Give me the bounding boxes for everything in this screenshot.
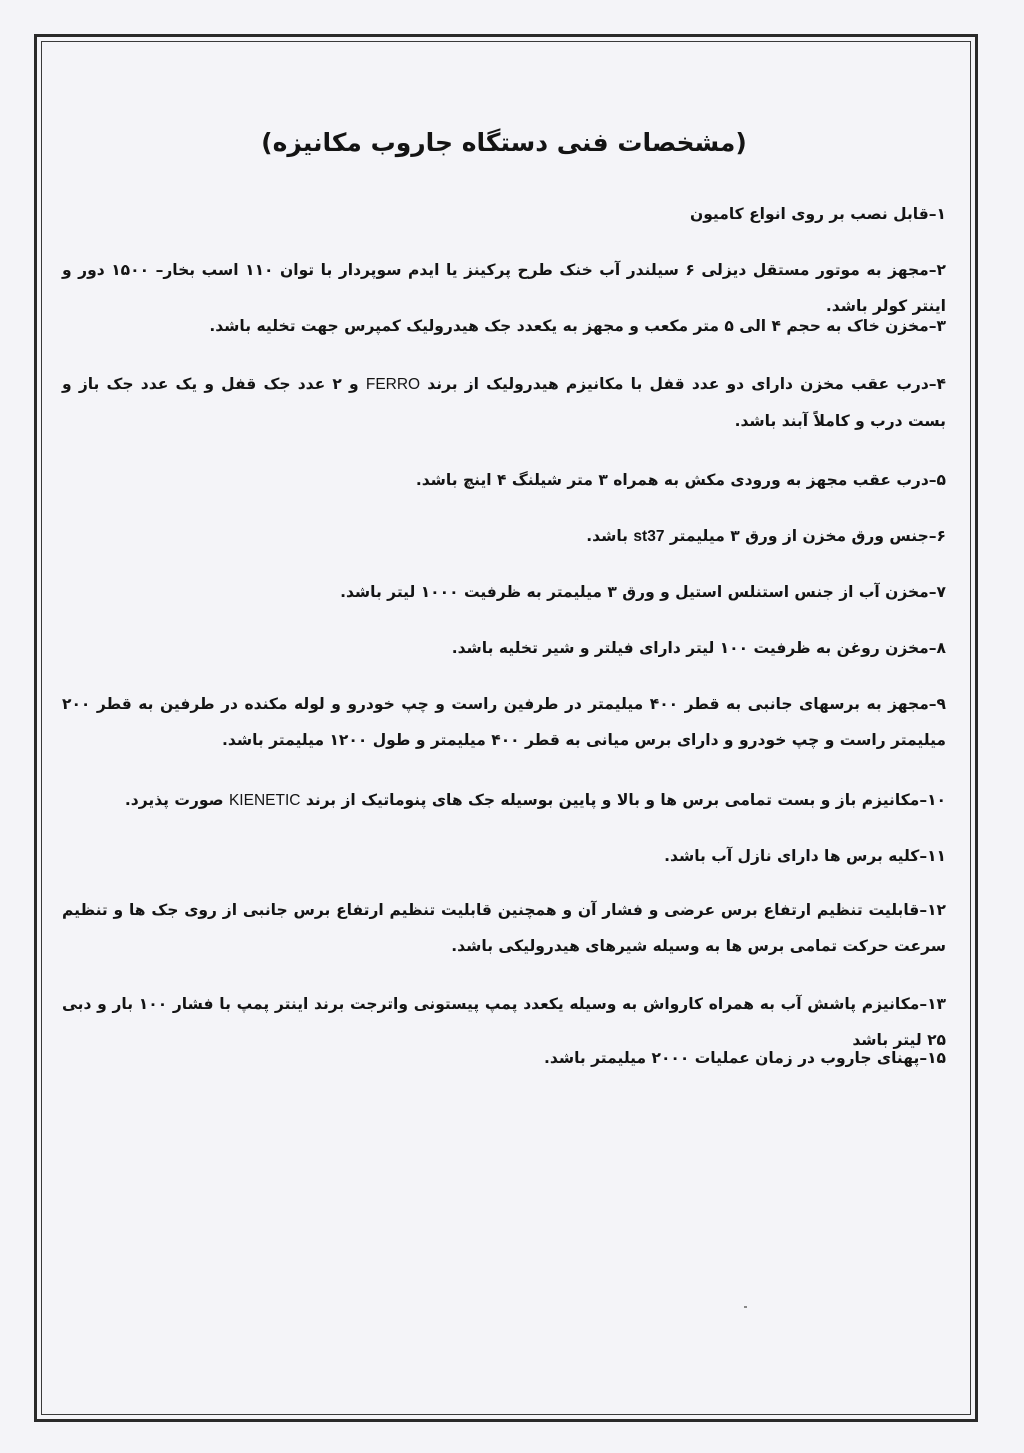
spec-item-8: ۸–مخزن روغن به ظرفیت ۱۰۰ لیتر دارای فیلتر و شیر تخلیه باشد. bbox=[451, 639, 946, 657]
brand-ferro: FERRO bbox=[365, 376, 421, 393]
spec-item-12: ۱۲–قابلیت تنظیم ارتفاع برس عرضی و فشار آن و همچنین قابلیت تنظیم ارتفاع برس جانبی از روی جک ها و تنظیم سرعت حرکت تمامی برس ها به وسیله شیرهای هیدرولیکی باشد. bbox=[62, 901, 946, 955]
spec-item-7: ۷–مخزن آب از جنس استنلس استیل و ورق ۳ میلیمتر به ظرفیت ۱۰۰۰ لیتر باشد. bbox=[340, 583, 946, 601]
material-grade: st37 bbox=[633, 528, 665, 545]
spec-item-13: ۱۳–مکانیزم پاشش آب به همراه کارواش به وسیله یکعدد پمپ پیستونی واترجت برند اینتر پمپ با فشار ۱۰۰ بار و دبی ۲۵ لیتر باشد bbox=[62, 995, 946, 1049]
spec-item-2: ۲–مجهز به موتور مستقل دیزلی ۶ سیلندر آب خنک طرح پرکینز یا ایدم سوپردار با توان ۱۱۰ اسب بخار– ۱۵۰۰ دور و اینتر کولر باشد. bbox=[62, 261, 946, 315]
spec-item-15: ۱۵–پهنای جاروب در زمان عملیات ۲۰۰۰ میلیمتر باشد. bbox=[544, 1049, 946, 1067]
spec-item-6-text-end: باشد. bbox=[586, 527, 629, 545]
spec-item-10-text-end: صورت پذیرد. bbox=[124, 791, 224, 809]
spec-item-6 bbox=[62, 518, 946, 555]
spec-item-10 bbox=[62, 782, 946, 819]
spec-item-11: ۱۱–کلیه برس ها دارای نازل آب باشد. bbox=[664, 847, 946, 865]
spec-item-10-text-start: ۱۰–مکانیزم باز و بست تمامی برس ها و بالا و پایین بوسیله جک های پنوماتیک از برند bbox=[305, 791, 946, 809]
spec-item-3: ۳–مخزن خاک به حجم ۴ الی ۵ متر مکعب و مجهز به یکعدد جک هیدرولیک کمپرس جهت تخلیه باشد. bbox=[209, 317, 946, 335]
spec-item-4-text-start: ۴–درب عقب مخزن دارای دو عدد قفل با مکانیزم هیدرولیک از برند bbox=[427, 375, 946, 393]
spec-item-9: ۹–مجهز به برسهای جانبی به قطر ۴۰۰ میلیمتر در طرفین راست و چپ خودرو و لوله مکنده در طرفین به قطر ۲۰۰ میلیمتر راست و چپ خودرو و دارای برس میانی به قطر ۴۰۰ میلیمتر و طول ۱۲۰۰ میلیمتر باشد. bbox=[62, 695, 947, 749]
spec-item-6-text-start: ۶–جنس ورق مخزن از ورق ۳ میلیمتر bbox=[669, 527, 946, 545]
spec-item-1: ۱–قابل نصب بر روی انواع کامیون bbox=[689, 205, 946, 223]
spec-item-5: ۵–درب عقب مجهز به ورودی مکش به همراه ۳ متر شیلنگ ۴ اینچ باشد. bbox=[415, 471, 946, 489]
scan-speck bbox=[744, 1306, 747, 1308]
document-title: (مشخصات فنی دستگاه جاروب مکانیزه) bbox=[261, 128, 747, 157]
spec-item-4 bbox=[62, 366, 946, 439]
brand-kienetic: KIENETIC bbox=[228, 792, 301, 809]
spec-item-4-text-end: و ۲ عدد جک قفل و یک عدد جک باز و بست درب و کاملاً آبند باشد. bbox=[62, 375, 946, 430]
